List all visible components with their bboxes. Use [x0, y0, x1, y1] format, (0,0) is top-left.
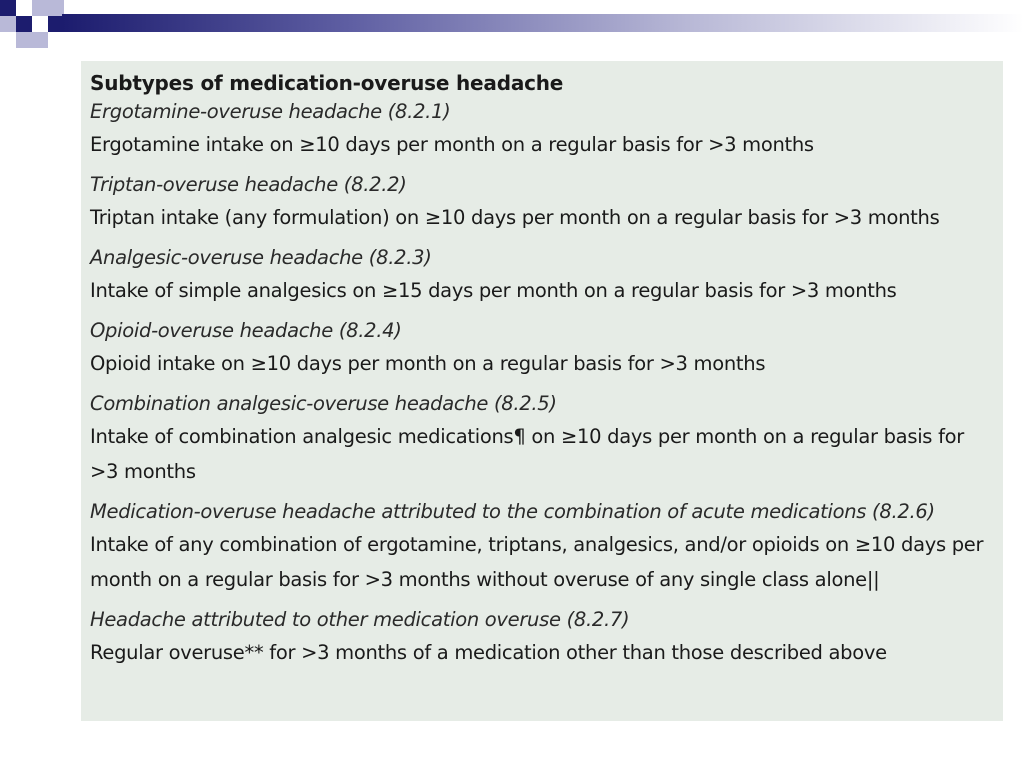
- subtype-item: [90, 389, 1003, 489]
- subtype-item: [90, 243, 1003, 308]
- header-square: [32, 32, 48, 48]
- subtype-title: Combination analgesic-overuse headache (8.2.5): [90, 392, 557, 415]
- subtype-item: [90, 170, 1003, 235]
- subtype-description: Triptan intake (any formulation) on ≥10 days per month on a regular basis for >3 months: [90, 206, 940, 229]
- subtype-item: [90, 97, 1003, 162]
- subtype-description: Ergotamine intake on ≥10 days per month on a regular basis for >3 months: [90, 133, 814, 156]
- subtype-title: Medication-overuse headache attributed to the combination of acute medications (8.2.6): [90, 500, 935, 523]
- subtype-description: Intake of combination analgesic medications¶ on ≥10 days per month on a regular basis for >3 months: [90, 425, 964, 483]
- table-heading: Subtypes of medication-overuse headache: [90, 71, 564, 95]
- subtype-title: Analgesic-overuse headache (8.2.3): [90, 246, 432, 269]
- subtype-item: [90, 497, 1003, 597]
- subtype-description: Intake of any combination of ergotamine, triptans, analgesics, and/or opioids on ≥10 days per month on a regular basis for >3 months without overuse of any single class alone||: [90, 533, 984, 591]
- subtype-description: Regular overuse** for >3 months of a medication other than those described above: [90, 641, 887, 664]
- subtype-item: [90, 605, 1003, 670]
- header-square: [16, 16, 32, 32]
- header-square: [0, 0, 16, 16]
- subtype-title: Triptan-overuse headache (8.2.2): [90, 173, 407, 196]
- subtype-description: Opioid intake on ≥10 days per month on a regular basis for >3 months: [90, 352, 766, 375]
- subtype-title: Headache attributed to other medication overuse (8.2.7): [90, 608, 630, 631]
- subtype-item: [90, 316, 1003, 381]
- subtype-description: Intake of simple analgesics on ≥15 days per month on a regular basis for >3 months: [90, 279, 897, 302]
- subtype-title: Opioid-overuse headache (8.2.4): [90, 319, 402, 342]
- header-gradient-bar: [62, 14, 1024, 32]
- slide-header-decoration: [0, 0, 1024, 50]
- subtype-title: Ergotamine-overuse headache (8.2.1): [90, 100, 451, 123]
- header-square: [16, 32, 32, 48]
- header-square: [32, 0, 48, 16]
- subtypes-table: [81, 61, 1003, 721]
- header-square: [0, 16, 16, 32]
